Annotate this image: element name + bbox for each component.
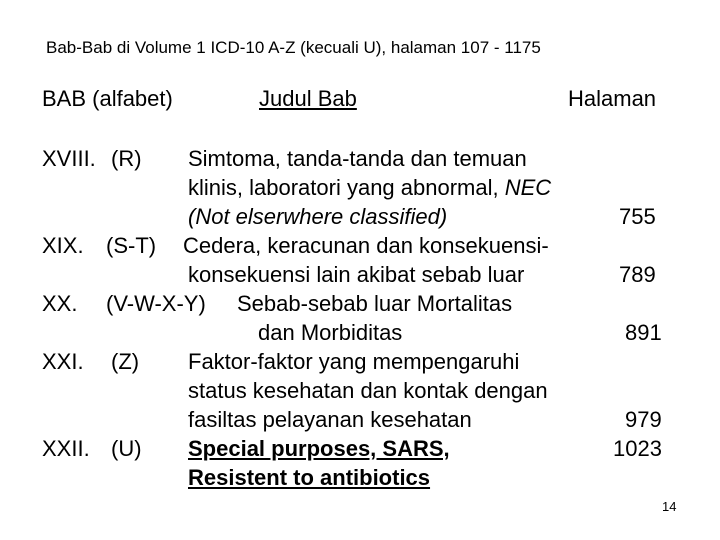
chapter-title-line: dan Morbiditas (258, 320, 403, 345)
column-header-halaman: Halaman (568, 86, 657, 111)
chapter-page-number: 891 (625, 320, 662, 345)
chapter-numeral: XX. (42, 291, 78, 316)
chapter-page-number: 979 (625, 407, 662, 432)
chapter-title-italic: NEC (504, 175, 552, 200)
chapter-title-line: fasiltas pelayanan kesehatan (188, 407, 472, 432)
column-header-judul-bab: Judul Bab (259, 86, 357, 111)
slide-page-number: 14 (662, 499, 677, 514)
document-subtitle: Bab-Bab di Volume 1 ICD-10 A-Z (kecuali U), halaman 107 - 1175 (46, 38, 541, 57)
chapter-title-line: (Not elserwhere classified) (188, 204, 448, 229)
chapter-letters: (S-T) (106, 233, 157, 258)
chapter-letters: (U) (111, 436, 142, 461)
chapter-page-number: 1023 (613, 436, 662, 461)
chapter-title-text: klinis, laboratori yang abnormal, (188, 175, 505, 200)
chapter-letters: (V-W-X-Y) (106, 291, 206, 316)
chapter-title-line: Cedera, keracunan dan konsekuensi- (183, 233, 549, 258)
chapter-page-number: 789 (619, 262, 656, 287)
chapter-title-line: Resistent to antibiotics (188, 465, 431, 490)
chapter-numeral: XXI. (42, 349, 84, 374)
chapter-numeral: XIX. (42, 233, 84, 258)
chapter-page-number: 755 (619, 204, 656, 229)
chapter-numeral: XXII. (42, 436, 90, 461)
chapter-letters: (Z) (111, 349, 140, 374)
chapter-title-line: konsekuensi lain akibat sebab luar (188, 262, 525, 287)
column-header-bab: BAB (alfabet) (42, 86, 173, 111)
chapter-title-line: Simtoma, tanda-tanda dan temuan (188, 146, 527, 171)
chapter-numeral: XVIII. (42, 146, 96, 171)
chapter-title-line: status kesehatan dan kontak dengan (188, 378, 548, 403)
chapter-title-line (188, 175, 551, 201)
chapter-letters: (R) (111, 146, 142, 171)
chapter-title-line: Special purposes, SARS, (188, 436, 450, 461)
chapter-title-line: Faktor-faktor yang mempengaruhi (188, 349, 520, 374)
chapter-title-line: Sebab-sebab luar Mortalitas (237, 291, 513, 316)
